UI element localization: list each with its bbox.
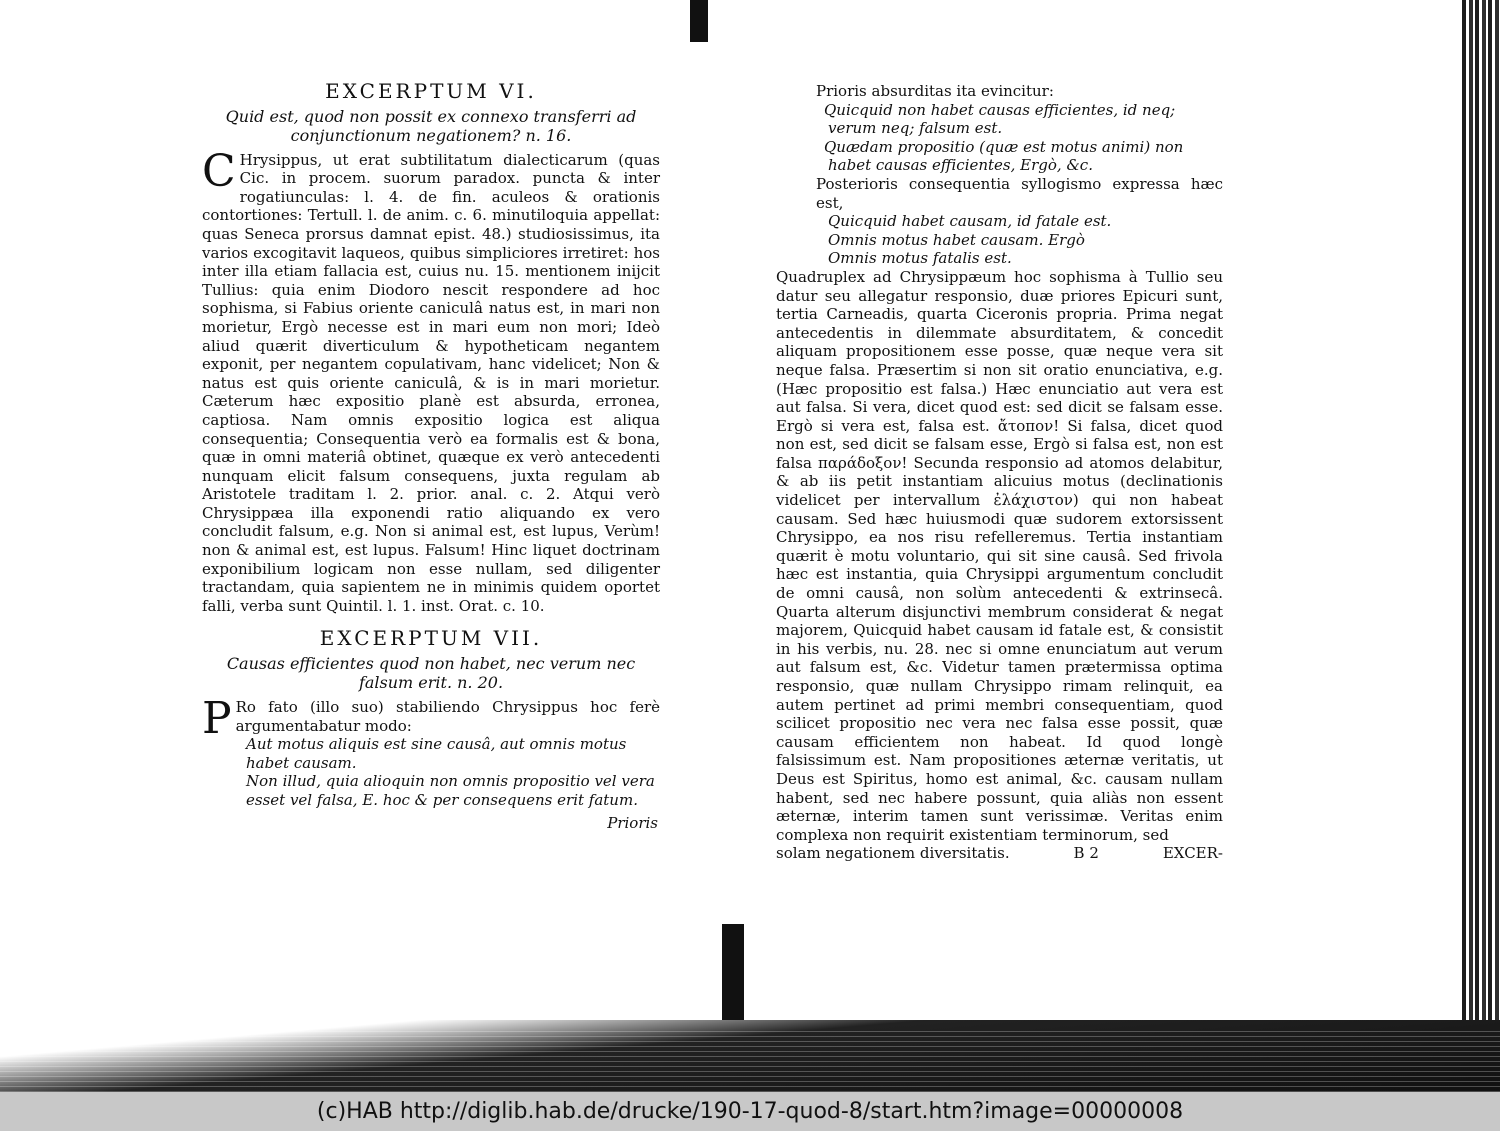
excerpt-6-text: Hrysippus, ut erat subtilitatum dialecticarum (quas Cic. in procem. suorum paradox. puncta & inter rogatiunculas: l. 4. de fin. aculeos & orationis contortiones: Tertull. l. de anim. c. 6. minutiloquia appellat: quas Seneca prorsus damnat epist. 48.) studiosissimus, ita varios excogitavit laqueos, quibus simpliciores irretiret: hos inter illa etiam fallacia est, cuius nu. 15. mentionem inijcit Tullius: quia enim Diodoro nescit respondere ad hoc sophisma, si Fabius oriente caniculâ natus est, in mari non morietur, Ergò necesse est in mari eum non mori; Ideò aliud quærit diverticulum & hypotheticam negantem exponit, per negantem copulativam, hanc videlicet; Non & natus est quis oriente caniculâ, & is in mari morietur. Cæterum hæc expositio planè est absurda, erronea, captiosa. Nam omnis expositio logica est aliqua consequentia; Consequentia verò ea formalis est & bona, quæ in omni materiâ obtinet, quæque ex verò antecedenti nunquam elicit falsum consequens, juxta regulam ab Aristotele traditam l. 2. prior. anal. c. 2. Atqui verò Chrysippæa illa exponendi ratio aliquando ex vero concludit falsum, e.g. Non si animal est, est lupus, Verùm! non & animal est, est lupus. Falsum! Hinc liquet doctrinam exponibilium logicam non esse nullam, sed diligenter tractandam, quia sapientem ne in minimis quidem oportet falli, verba sunt Quintil. l. 1. inst. Orat. c. 10.: [202, 150, 660, 615]
copyright-footer: [0, 1092, 1500, 1131]
prioris-line: Prioris absurditas ita evincitur:: [816, 82, 1054, 100]
dropcap-c: C: [202, 145, 236, 197]
signature-mark: B 2: [1073, 844, 1099, 863]
syllogism-line-1: Quicquid non habet causas efficientes, id neq; verum neq; falsum est.: [824, 100, 1176, 138]
excerpt-7-text: Ro fato (illo suo) stabiliendo Chrysippus hoc ferè argumentabatur modo:: [235, 698, 660, 735]
excerpt-6-heading: EXCERPTUM VI.: [325, 79, 537, 103]
gutter-shadow-top: [690, 0, 708, 42]
syllogism-line-4: Omnis motus habet causam. Ergò: [828, 230, 1085, 249]
syllogism-line-3: Quicquid habet causam, id fatale est.: [828, 212, 1112, 231]
right-catchword: EXCER-: [1162, 844, 1223, 863]
gutter-shadow-bottom: [722, 924, 744, 1034]
argument-line-1: Aut motus aliquis est sine causâ, aut omnis motus habet causam.: [246, 735, 627, 772]
left-catchword: Prioris: [607, 813, 658, 832]
responses-paragraph: Quadruplex ad Chrysippæum hoc sophisma à Tullio seu datur seu allegatur responsio, duæ priores Epicuri sunt, tertia Carneadis, quarta Ciceronis propria. Prima negat antecedentis in dilemmate absurditatem, & concedit aliquam propositionem esse posse, quæ neque vera sit neque falsa. Præsertim si non sit oratio enunciativa, e.g. (Hæc propositio est falsa.) Hæc enunciatio aut vera est aut falsa. Si vera, dicet quod est: sed dicit se falsam esse. Ergò si vera est, falsa est. ἄτοπον! Si falsa, dicet quod non est, sed dicit se falsam esse, Ergò si falsa est, non est falsa παράδοξον! Secunda responsio ad atomos delabitur, & ab iis petit instantiam alicuius motus (declinationis videlicet per intervallum ἐλάχιστον) qui non habeat causam. Sed hæc huiusmodi quæ sudorem extorsissent Chrysippo, ea nos risu refelleremus. Tertia instantiam quærit è motu voluntario, qui sit sine causâ. Sed frivola hæc est instantia, quia Chrysippi argumentum concludit de omni causâ, non solùm antecedenti & extrinsecâ. Quarta alterum disjunctivi membrum considerat & negat majorem, Quicquid habet causam id fatale est, & consistit in his verbis, nu. 28. nec si omne enunciatum aut verum aut falsum est, &c. Videtur tamen prætermissa optima responsio, quæ nullam Chrysippo rimam relinquit, ea autem pertinet ad primi membri consequentiam, quod scilicet propositio nec vera nec falsa esse possit, quæ causam efficientem non habeat. Id quod longè falsissimum est. Nam propositiones æternæ veritatis, ut Deus est Spiritus, homo est animal, &c. causam nullam habent, sed nec habere possunt, quia aliàs non essent æternæ, interim tamen sunt verissimæ. Veritas enim complexa non requirit existentiam terminorum, sed: [776, 267, 1223, 844]
right-page: [776, 82, 1223, 863]
excerpt-7-question: Causas efficientes quod non habet, nec verum nec falsum erit. n. 20.: [226, 654, 636, 693]
footer-url: (c)HAB http://diglib.hab.de/drucke/190-17-quod-8/start.htm?image=00000008: [316, 1099, 1184, 1124]
page-edge-right: [1462, 0, 1500, 1092]
page-foot-line: [776, 844, 1223, 863]
syllogism-line-5: Omnis motus fatalis est.: [828, 249, 1012, 268]
dropcap-p: P: [202, 693, 232, 745]
excerpt-7-heading: EXCERPTUM VII.: [319, 626, 543, 651]
syllogism-line-2: Quædam propositio (quæ est motus animi) non habet causas efficientes, Ergò, &c.: [824, 137, 1184, 175]
posterioris-line: Posterioris consequentia syllogismo expressa hæc est,: [816, 174, 1223, 212]
left-page: [202, 79, 660, 832]
excerpt-6-question: Quid est, quod non possit ex connexo transferri ad conjunctionum negationem? n. 16.: [225, 106, 637, 145]
page-edge-bottom: [0, 1020, 1500, 1092]
argument-line-2: Non illud, quia alioquin non omnis propositio vel vera esset vel falsa, E. hoc & per consequens erit fatum.: [246, 772, 655, 809]
last-text-line: solam negationem diversitatis.: [776, 844, 1010, 863]
excerpt-6-body: [202, 145, 660, 616]
excerpt-7-body: [202, 693, 660, 745]
